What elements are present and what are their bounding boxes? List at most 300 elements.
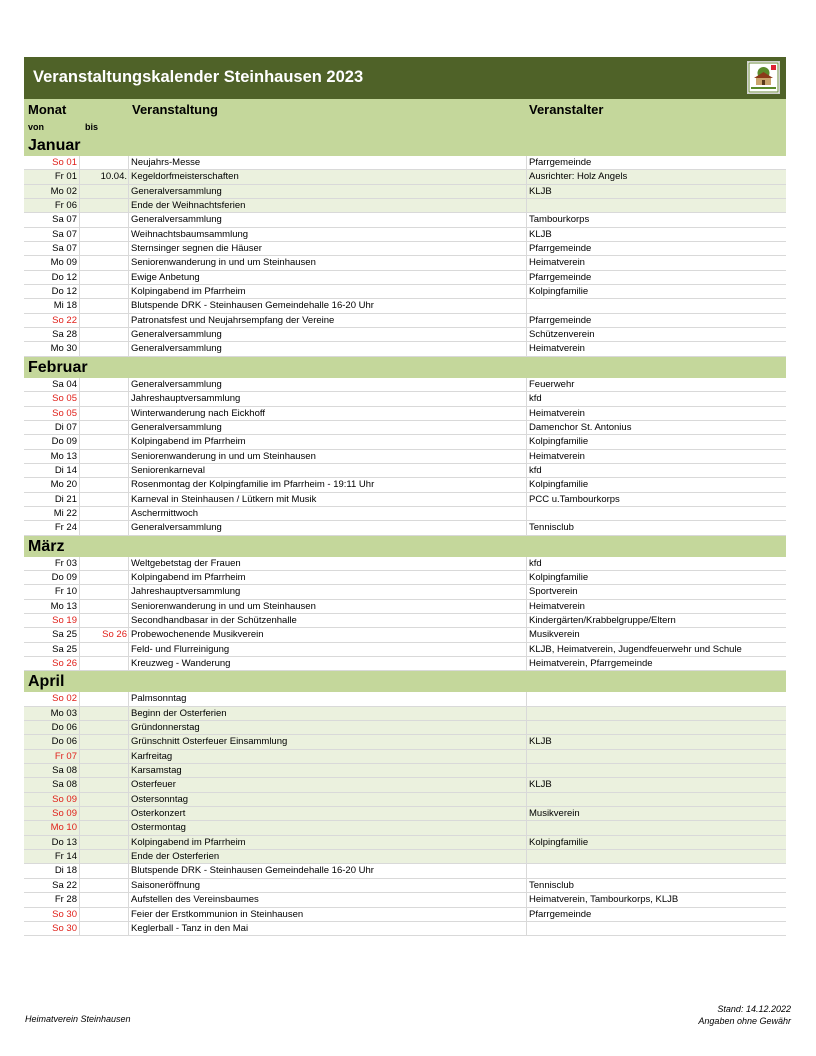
heimatverein-logo-icon bbox=[747, 61, 780, 94]
date-from: So 22 bbox=[52, 314, 77, 326]
organizer: Pfarrgemeinde bbox=[529, 908, 592, 920]
event-row bbox=[24, 435, 786, 449]
event-name: Generalversammlung bbox=[131, 185, 222, 197]
column-divider bbox=[79, 521, 80, 534]
date-from: Sa 07 bbox=[52, 228, 77, 240]
column-divider bbox=[79, 156, 80, 169]
date-from: Sa 25 bbox=[52, 629, 77, 641]
organizer: Kolpingfamilie bbox=[529, 836, 589, 848]
organizer: Heimatverein, Pfarrgemeinde bbox=[529, 658, 653, 669]
column-divider bbox=[128, 807, 129, 820]
column-divider bbox=[526, 478, 527, 491]
event-name: Osterkonzert bbox=[131, 808, 186, 820]
column-divider bbox=[526, 850, 527, 863]
header-veranstalter: Veranstalter bbox=[529, 102, 604, 117]
event-name: Generalversammlung bbox=[131, 214, 222, 226]
column-divider bbox=[526, 707, 527, 720]
column-divider bbox=[128, 285, 129, 298]
event-name: Seniorenwanderung in und um Steinhausen bbox=[131, 257, 316, 269]
column-divider bbox=[526, 299, 527, 312]
event-name: Karneval in Steinhausen / Lütkern mit Musik bbox=[131, 493, 317, 505]
column-divider bbox=[128, 908, 129, 921]
column-divider bbox=[128, 657, 129, 670]
column-divider bbox=[526, 407, 527, 420]
event-row bbox=[24, 571, 786, 585]
column-divider bbox=[526, 521, 527, 534]
event-row bbox=[24, 778, 786, 792]
organizer: Heimatverein, Tambourkorps, KLJB bbox=[529, 894, 679, 906]
column-divider bbox=[79, 764, 80, 777]
organizer: KLJB, Heimatverein, Jugendfeuerwehr und Schule bbox=[529, 643, 742, 655]
date-from: Do 06 bbox=[51, 722, 77, 734]
event-row bbox=[24, 299, 786, 313]
column-divider bbox=[79, 692, 80, 705]
column-divider bbox=[128, 464, 129, 477]
column-divider bbox=[128, 557, 129, 570]
event-row bbox=[24, 908, 786, 922]
date-from: Do 13 bbox=[51, 836, 77, 848]
column-divider bbox=[128, 493, 129, 506]
organizer: Heimatverein bbox=[529, 343, 585, 355]
column-divider bbox=[128, 256, 129, 269]
date-from: Fr 24 bbox=[54, 522, 77, 534]
date-from: Di 21 bbox=[54, 493, 77, 505]
column-divider bbox=[526, 692, 527, 705]
footer-info bbox=[698, 1003, 791, 1027]
organizer: Musikverein bbox=[529, 808, 580, 820]
header-monat: Monat bbox=[28, 102, 67, 117]
column-divider bbox=[526, 614, 527, 627]
organizer: Tennisclub bbox=[529, 879, 574, 891]
date-from: Sa 08 bbox=[52, 779, 77, 791]
column-divider bbox=[128, 643, 129, 656]
event-row bbox=[24, 378, 786, 392]
event-name: Jahreshauptversammlung bbox=[131, 393, 241, 405]
event-name: Jahreshauptversammlung bbox=[131, 586, 241, 598]
event-name: Osterfeuer bbox=[131, 779, 176, 791]
date-from: Mo 20 bbox=[50, 479, 77, 491]
event-row bbox=[24, 707, 786, 721]
event-row bbox=[24, 199, 786, 213]
event-name: Neujahrs-Messe bbox=[131, 157, 201, 168]
organizer: Schützenverein bbox=[529, 329, 595, 341]
column-divider bbox=[79, 600, 80, 613]
date-from: Mo 13 bbox=[50, 450, 77, 462]
event-name: Seniorenwanderung in und um Steinhausen bbox=[131, 450, 316, 462]
column-divider bbox=[79, 628, 80, 641]
date-from: Sa 25 bbox=[52, 643, 77, 655]
date-from: Fr 03 bbox=[54, 557, 77, 569]
organizer: Kindergärten/Krabbelgruppe/Eltern bbox=[529, 614, 676, 626]
column-divider bbox=[79, 850, 80, 863]
date-from: So 05 bbox=[52, 407, 77, 419]
organizer: Heimatverein bbox=[529, 450, 585, 462]
event-name: Seniorenwanderung in und um Steinhausen bbox=[131, 600, 316, 612]
page-title: Veranstaltungskalender Steinhausen 2023 bbox=[33, 68, 364, 86]
column-divider bbox=[79, 793, 80, 806]
event-name: Ostersonntag bbox=[131, 793, 189, 805]
column-divider bbox=[79, 585, 80, 598]
organizer: Feuerwehr bbox=[529, 378, 575, 390]
column-divider bbox=[79, 392, 80, 405]
date-from: Do 06 bbox=[51, 736, 77, 748]
event-name: Keglerball - Tanz in den Mai bbox=[131, 922, 249, 934]
column-divider bbox=[526, 735, 527, 748]
column-divider bbox=[128, 328, 129, 341]
column-divider bbox=[526, 450, 527, 463]
event-row bbox=[24, 314, 786, 328]
column-divider bbox=[526, 807, 527, 820]
event-row bbox=[24, 493, 786, 507]
column-divider bbox=[128, 864, 129, 877]
date-from: Sa 04 bbox=[52, 378, 77, 390]
event-name: Grünschnitt Osterfeuer Einsammlung bbox=[131, 736, 288, 748]
column-divider bbox=[79, 879, 80, 892]
organizer: Sportverein bbox=[529, 586, 578, 598]
footer-publisher: Heimatverein Steinhausen bbox=[25, 1014, 131, 1024]
column-divider bbox=[526, 908, 527, 921]
event-name: Ostermontag bbox=[131, 822, 186, 834]
date-from: So 30 bbox=[52, 908, 77, 920]
column-divider bbox=[79, 571, 80, 584]
event-name: Aufstellen des Vereinsbaumes bbox=[131, 894, 259, 906]
column-divider bbox=[526, 392, 527, 405]
event-name: Palmsonntag bbox=[131, 693, 187, 705]
column-divider bbox=[79, 213, 80, 226]
column-divider bbox=[79, 271, 80, 284]
date-from: Mo 09 bbox=[50, 257, 77, 269]
column-divider bbox=[526, 342, 527, 355]
column-divider bbox=[128, 850, 129, 863]
event-name: Beginn der Osterferien bbox=[131, 707, 227, 719]
event-row bbox=[24, 156, 786, 170]
date-from: Fr 28 bbox=[54, 894, 77, 906]
column-divider bbox=[128, 199, 129, 212]
column-divider bbox=[79, 778, 80, 791]
column-divider bbox=[79, 614, 80, 627]
column-divider bbox=[128, 893, 129, 906]
date-from: Do 12 bbox=[51, 286, 77, 298]
column-divider bbox=[128, 628, 129, 641]
date-from: Fr 14 bbox=[54, 851, 77, 863]
column-divider bbox=[128, 571, 129, 584]
column-divider bbox=[526, 228, 527, 241]
footer-disclaimer: Angaben ohne Gewähr bbox=[698, 1016, 791, 1026]
column-divider bbox=[526, 285, 527, 298]
calendar-body bbox=[24, 135, 786, 936]
event-row bbox=[24, 879, 786, 893]
column-divider bbox=[79, 721, 80, 734]
event-name: Weltgebetstag der Frauen bbox=[131, 557, 241, 569]
column-divider bbox=[128, 922, 129, 935]
column-divider bbox=[79, 314, 80, 327]
event-row bbox=[24, 521, 786, 535]
column-divider bbox=[128, 507, 129, 520]
event-row bbox=[24, 507, 786, 521]
column-divider bbox=[526, 170, 527, 183]
event-row bbox=[24, 922, 786, 936]
date-from: Sa 28 bbox=[52, 329, 77, 341]
date-from: Fr 06 bbox=[54, 200, 77, 212]
column-divider bbox=[526, 793, 527, 806]
column-divider bbox=[79, 328, 80, 341]
event-name: Ende der Osterferien bbox=[131, 851, 220, 863]
event-row bbox=[24, 342, 786, 356]
column-divider bbox=[79, 228, 80, 241]
event-row bbox=[24, 585, 786, 599]
header-bis: bis bbox=[85, 122, 99, 132]
title-bar bbox=[24, 57, 786, 99]
month-header: März bbox=[24, 536, 786, 557]
column-divider bbox=[128, 821, 129, 834]
column-divider bbox=[79, 821, 80, 834]
event-name: Rosenmontag der Kolpingfamilie im Pfarrheim - 19:11 Uhr bbox=[131, 479, 375, 491]
date-from: Do 09 bbox=[51, 436, 77, 448]
event-row bbox=[24, 721, 786, 735]
date-from: Do 09 bbox=[51, 571, 77, 583]
column-divider bbox=[526, 271, 527, 284]
column-divider bbox=[526, 185, 527, 198]
event-row bbox=[24, 285, 786, 299]
event-row bbox=[24, 271, 786, 285]
column-divider bbox=[79, 507, 80, 520]
column-divider bbox=[526, 421, 527, 434]
event-name: Feld- und Flurreinigung bbox=[131, 643, 230, 655]
column-divider bbox=[79, 185, 80, 198]
column-divider bbox=[128, 707, 129, 720]
organizer: Pfarrgemeinde bbox=[529, 314, 592, 326]
event-row bbox=[24, 242, 786, 256]
event-name: Kolpingabend im Pfarrheim bbox=[131, 836, 246, 848]
column-divider bbox=[79, 807, 80, 820]
event-name: Karfreitag bbox=[131, 750, 173, 762]
event-name: Kolpingabend im Pfarrheim bbox=[131, 286, 246, 298]
event-row bbox=[24, 821, 786, 835]
organizer: Heimatverein bbox=[529, 407, 585, 419]
organizer: PCC u.Tambourkorps bbox=[529, 493, 620, 505]
column-divider bbox=[128, 392, 129, 405]
event-row bbox=[24, 893, 786, 907]
column-divider bbox=[526, 585, 527, 598]
column-divider bbox=[128, 450, 129, 463]
date-from: Fr 07 bbox=[54, 750, 77, 762]
column-divider bbox=[79, 378, 80, 391]
column-divider bbox=[79, 922, 80, 935]
column-divider bbox=[526, 571, 527, 584]
column-divider bbox=[526, 242, 527, 255]
date-from: Sa 22 bbox=[52, 879, 77, 891]
date-from: So 02 bbox=[52, 693, 77, 705]
event-name: Gründonnerstag bbox=[131, 722, 200, 734]
column-divider bbox=[526, 256, 527, 269]
column-divider bbox=[526, 643, 527, 656]
event-row bbox=[24, 228, 786, 242]
column-divider bbox=[526, 879, 527, 892]
column-divider bbox=[526, 213, 527, 226]
date-from: So 01 bbox=[52, 157, 77, 168]
column-divider bbox=[128, 407, 129, 420]
column-divider bbox=[526, 199, 527, 212]
organizer: Kolpingfamilie bbox=[529, 571, 589, 583]
column-divider bbox=[526, 778, 527, 791]
event-name: Saisoneröffnung bbox=[131, 879, 201, 891]
column-divider bbox=[128, 299, 129, 312]
organizer: kfd bbox=[529, 464, 542, 476]
event-row bbox=[24, 764, 786, 778]
column-divider bbox=[128, 778, 129, 791]
event-name: Aschermittwoch bbox=[131, 507, 199, 519]
column-divider bbox=[79, 908, 80, 921]
column-divider bbox=[79, 256, 80, 269]
column-divider bbox=[128, 242, 129, 255]
organizer: KLJB bbox=[529, 185, 552, 197]
organizer: Damenchor St. Antonius bbox=[529, 421, 632, 433]
header-veranstaltung: Veranstaltung bbox=[132, 102, 218, 117]
footer-stand: Stand: 14.12.2022 bbox=[717, 1004, 791, 1014]
event-name: Kreuzweg - Wanderung bbox=[131, 658, 231, 669]
column-divider bbox=[128, 156, 129, 169]
event-row bbox=[24, 328, 786, 342]
column-divider bbox=[526, 328, 527, 341]
date-from: Fr 01 bbox=[54, 171, 77, 183]
event-name: Karsamstag bbox=[131, 765, 182, 777]
event-row bbox=[24, 464, 786, 478]
event-name: Generalversammlung bbox=[131, 329, 222, 341]
column-divider bbox=[79, 493, 80, 506]
column-divider bbox=[79, 864, 80, 877]
column-divider bbox=[128, 185, 129, 198]
column-divider bbox=[526, 922, 527, 935]
column-divider bbox=[128, 793, 129, 806]
column-divider bbox=[526, 378, 527, 391]
column-divider bbox=[128, 614, 129, 627]
event-name: Winterwanderung nach Eickhoff bbox=[131, 407, 265, 419]
event-row bbox=[24, 256, 786, 270]
column-divider bbox=[128, 314, 129, 327]
organizer: KLJB bbox=[529, 228, 552, 240]
event-row bbox=[24, 864, 786, 878]
date-from: Mo 10 bbox=[50, 822, 77, 834]
column-divider bbox=[128, 735, 129, 748]
column-divider bbox=[526, 314, 527, 327]
event-name: Blutspende DRK - Steinhausen Gemeindehalle 16-20 Uhr bbox=[131, 865, 374, 877]
header-von: von bbox=[28, 122, 45, 132]
column-divider bbox=[79, 893, 80, 906]
event-row bbox=[24, 643, 786, 657]
column-divider bbox=[79, 750, 80, 763]
column-divider bbox=[526, 764, 527, 777]
organizer: Pfarrgemeinde bbox=[529, 271, 592, 283]
event-name: Weihnachtsbaumsammlung bbox=[131, 228, 249, 240]
event-name: Generalversammlung bbox=[131, 378, 222, 390]
event-row bbox=[24, 450, 786, 464]
date-to: 10.04. bbox=[100, 171, 127, 183]
column-divider bbox=[79, 421, 80, 434]
organizer: Heimatverein bbox=[529, 257, 585, 269]
column-divider bbox=[128, 585, 129, 598]
event-row bbox=[24, 600, 786, 614]
event-name: Sternsinger segnen die Häuser bbox=[131, 243, 262, 255]
organizer: Heimatverein bbox=[529, 600, 585, 612]
date-from: Mo 03 bbox=[50, 707, 77, 719]
date-from: So 30 bbox=[52, 922, 77, 934]
organizer: Kolpingfamilie bbox=[529, 479, 589, 491]
column-divider bbox=[526, 893, 527, 906]
event-row bbox=[24, 836, 786, 850]
organizer: Pfarrgemeinde bbox=[529, 157, 592, 168]
column-divider bbox=[526, 821, 527, 834]
date-from: So 19 bbox=[52, 614, 77, 626]
column-divider bbox=[79, 836, 80, 849]
column-divider bbox=[128, 170, 129, 183]
column-divider bbox=[128, 721, 129, 734]
column-divider bbox=[128, 521, 129, 534]
month-header: Januar bbox=[24, 135, 786, 156]
event-name: Secondhandbasar in der Schützenhalle bbox=[131, 614, 297, 626]
column-divider bbox=[79, 657, 80, 670]
column-divider bbox=[79, 285, 80, 298]
event-row bbox=[24, 170, 786, 184]
column-divider bbox=[526, 464, 527, 477]
date-from: Mi 22 bbox=[53, 507, 77, 519]
subheader-row bbox=[24, 119, 786, 135]
event-name: Kegeldorfmeisterschaften bbox=[131, 171, 239, 183]
organizer: Tambourkorps bbox=[529, 214, 590, 226]
date-from: So 26 bbox=[52, 658, 77, 669]
column-divider bbox=[128, 421, 129, 434]
column-divider bbox=[79, 707, 80, 720]
column-divider bbox=[128, 435, 129, 448]
column-divider bbox=[128, 478, 129, 491]
column-divider bbox=[79, 735, 80, 748]
event-row bbox=[24, 421, 786, 435]
event-name: Kolpingabend im Pfarrheim bbox=[131, 571, 246, 583]
date-from: Mo 02 bbox=[50, 185, 77, 197]
event-row bbox=[24, 850, 786, 864]
event-row bbox=[24, 793, 786, 807]
column-divider bbox=[526, 628, 527, 641]
organizer: Kolpingfamilie bbox=[529, 286, 589, 298]
event-name: Patronatsfest und Neujahrsempfang der Vereine bbox=[131, 314, 335, 326]
column-divider bbox=[526, 507, 527, 520]
event-row bbox=[24, 478, 786, 492]
event-name: Probewochenende Musikverein bbox=[131, 629, 264, 641]
column-divider bbox=[128, 836, 129, 849]
event-name: Blutspende DRK - Steinhausen Gemeindehalle 16-20 Uhr bbox=[131, 300, 374, 312]
organizer: kfd bbox=[529, 557, 542, 569]
organizer: KLJB bbox=[529, 736, 552, 748]
column-divider bbox=[526, 557, 527, 570]
column-divider bbox=[526, 493, 527, 506]
event-row bbox=[24, 628, 786, 642]
date-from: Mi 18 bbox=[53, 300, 77, 312]
column-divider bbox=[128, 764, 129, 777]
column-divider bbox=[79, 199, 80, 212]
event-name: Ewige Anbetung bbox=[131, 271, 200, 283]
date-to: So 26 bbox=[102, 629, 127, 641]
event-row bbox=[24, 185, 786, 199]
organizer: Kolpingfamilie bbox=[529, 436, 589, 448]
event-row bbox=[24, 614, 786, 628]
event-row bbox=[24, 750, 786, 764]
event-name: Seniorenkarneval bbox=[131, 464, 205, 476]
column-divider bbox=[79, 478, 80, 491]
organizer: KLJB bbox=[529, 779, 552, 791]
date-from: Do 12 bbox=[51, 271, 77, 283]
date-from: Sa 08 bbox=[52, 765, 77, 777]
column-divider bbox=[128, 750, 129, 763]
column-divider bbox=[526, 836, 527, 849]
